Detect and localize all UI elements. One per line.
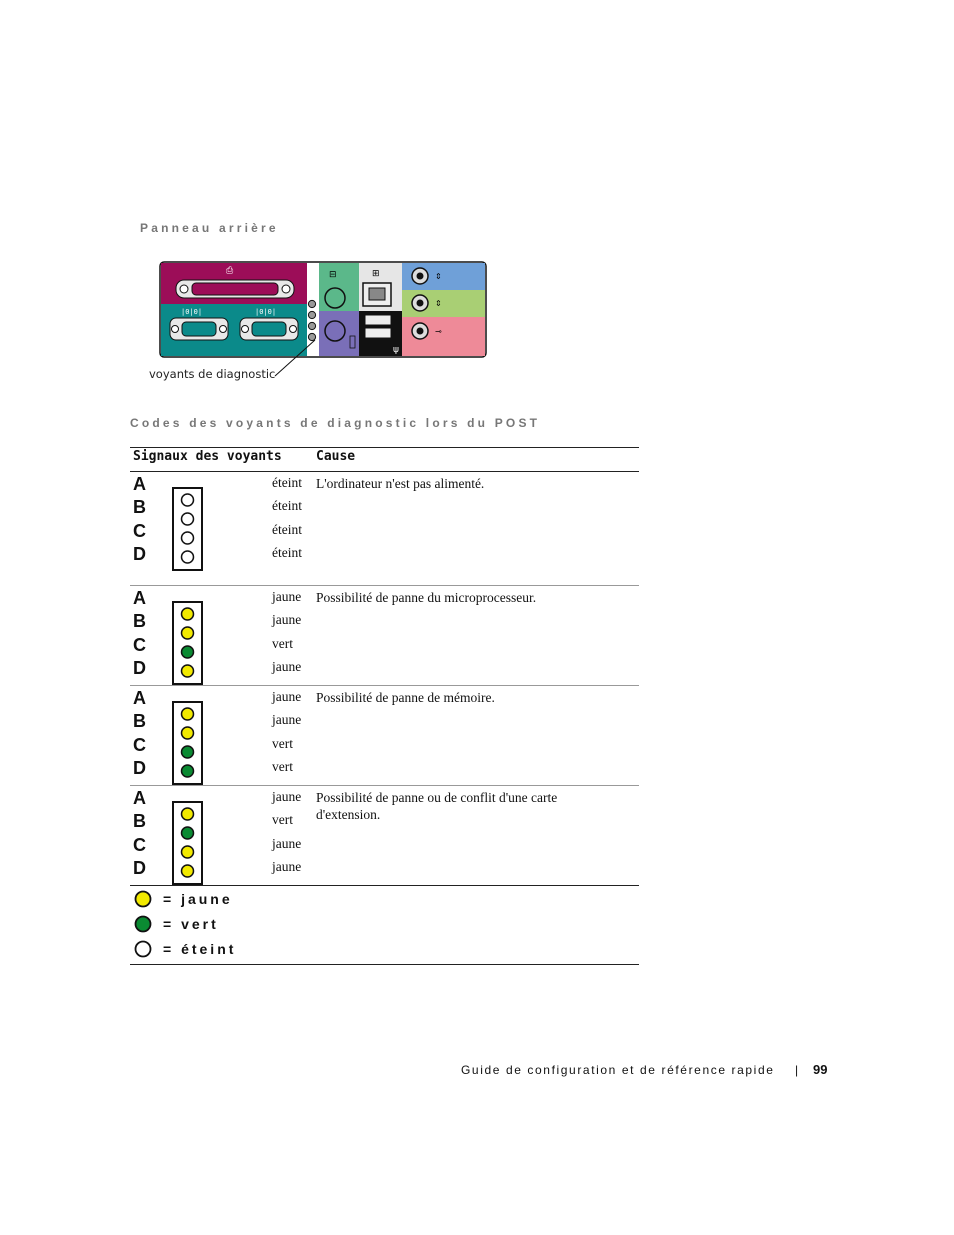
indicator-light-off xyxy=(182,551,194,563)
indicator-light-off xyxy=(182,532,194,544)
legend-swatch xyxy=(134,890,154,910)
indicator-light-yellow xyxy=(182,627,194,639)
signal-letter: B xyxy=(133,611,146,632)
indicator-light-box xyxy=(172,701,212,791)
light-state-label: jaune xyxy=(272,835,302,851)
indicator-light-yellow xyxy=(182,808,194,820)
cause-text: Possibilité de panne du microprocesseur. xyxy=(316,590,537,605)
light-state-label: vert xyxy=(272,812,293,828)
printer-icon: ⎙ xyxy=(226,266,234,276)
light-state-label: éteint xyxy=(272,498,302,514)
keyboard-connector xyxy=(325,321,345,341)
legend-label: = jaune xyxy=(163,891,233,907)
signal-letter: A xyxy=(133,788,146,808)
cause-text: Possibilité de panne ou de conflit d'une carte d'extension. xyxy=(316,790,558,822)
rear-panel-illustration xyxy=(0,0,954,420)
footer-separator: | xyxy=(795,1063,800,1077)
page-number: 99 xyxy=(813,1062,828,1077)
line-out-icon: ⇕ xyxy=(435,299,442,308)
legend-top-rule xyxy=(130,885,639,886)
signal-letter: D xyxy=(133,757,146,778)
signal-letter: B xyxy=(133,811,146,832)
line-in-icon: ⇕ xyxy=(435,272,442,281)
light-state-label: vert xyxy=(272,758,293,774)
indicator-light-box xyxy=(172,801,212,891)
row-divider xyxy=(130,585,639,586)
indicator-light-green xyxy=(182,827,194,839)
signal-letter: C xyxy=(133,734,146,755)
light-state-label: éteint xyxy=(272,544,302,560)
codes-heading: Codes des voyants de diagnostic lors du POST xyxy=(130,416,541,430)
light-state-label: jaune xyxy=(272,689,302,704)
col-header-cause: Cause xyxy=(316,449,356,464)
usb-icon: ψ xyxy=(393,345,399,355)
indicator-light-green xyxy=(182,765,194,777)
light-state-label: jaune xyxy=(272,712,302,728)
indicator-light-yellow xyxy=(182,665,194,677)
table-bottom-rule xyxy=(130,964,639,965)
cause-text: Possibilité de panne de mémoire. xyxy=(316,690,495,705)
mouse-connector xyxy=(325,288,345,308)
signal-letter: C xyxy=(133,634,146,655)
light-state-label: vert xyxy=(272,735,293,751)
indicator-light-yellow xyxy=(182,846,194,858)
signal-letter: A xyxy=(133,474,146,494)
panel-caption: voyants de diagnostic xyxy=(149,367,276,381)
light-state-label: jaune xyxy=(272,658,302,674)
panel-heading: Panneau arrière xyxy=(140,221,279,235)
light-state-label: jaune xyxy=(272,589,302,604)
col-header-signals: Signaux des voyants xyxy=(133,449,282,464)
light-state-label: jaune xyxy=(272,612,302,628)
legend-swatch xyxy=(134,940,154,960)
table-header-rule xyxy=(130,471,639,472)
indicator-light-box xyxy=(172,601,212,691)
light-state-label: éteint xyxy=(272,475,302,490)
usb-connector-2 xyxy=(365,328,391,338)
cause-text: L'ordinateur n'est pas alimenté. xyxy=(316,476,485,491)
microphone-icon: ⊸ xyxy=(435,327,442,336)
signal-letter: D xyxy=(133,857,146,878)
indicator-light-yellow xyxy=(182,708,194,720)
indicator-light-off xyxy=(182,494,194,506)
signal-letter: B xyxy=(133,497,146,518)
light-state-label: jaune xyxy=(272,858,302,874)
signal-letter: A xyxy=(133,688,146,708)
light-state-label: jaune xyxy=(272,789,302,804)
row-divider xyxy=(130,785,639,786)
legend-swatch xyxy=(134,915,154,935)
network-icon: ⊞ xyxy=(372,269,380,279)
serial-icon: |0|0| xyxy=(255,308,277,316)
table-top-rule xyxy=(130,447,639,448)
light-state-label: vert xyxy=(272,635,293,651)
footer-title: Guide de configuration et de référence rapide xyxy=(461,1063,775,1077)
indicator-light-green xyxy=(182,646,194,658)
row-divider xyxy=(130,685,639,686)
light-state-label: éteint xyxy=(272,521,302,537)
indicator-light-yellow xyxy=(182,727,194,739)
signal-letter: D xyxy=(133,657,146,678)
indicator-light-yellow xyxy=(182,608,194,620)
indicator-light-off xyxy=(182,513,194,525)
mouse-icon: ⊟ xyxy=(329,270,337,280)
signal-letter: C xyxy=(133,834,146,855)
signal-letter: D xyxy=(133,543,146,564)
signal-letter: B xyxy=(133,711,146,732)
serial-icon: |0|0| xyxy=(181,308,203,316)
indicator-light-green xyxy=(182,746,194,758)
signal-letter: C xyxy=(133,520,146,541)
legend-label: = éteint xyxy=(163,941,237,957)
signal-letter: A xyxy=(133,588,146,608)
indicator-light-yellow xyxy=(182,865,194,877)
usb-connector-1 xyxy=(365,315,391,325)
indicator-light-box xyxy=(172,487,212,577)
legend-label: = vert xyxy=(163,916,219,932)
